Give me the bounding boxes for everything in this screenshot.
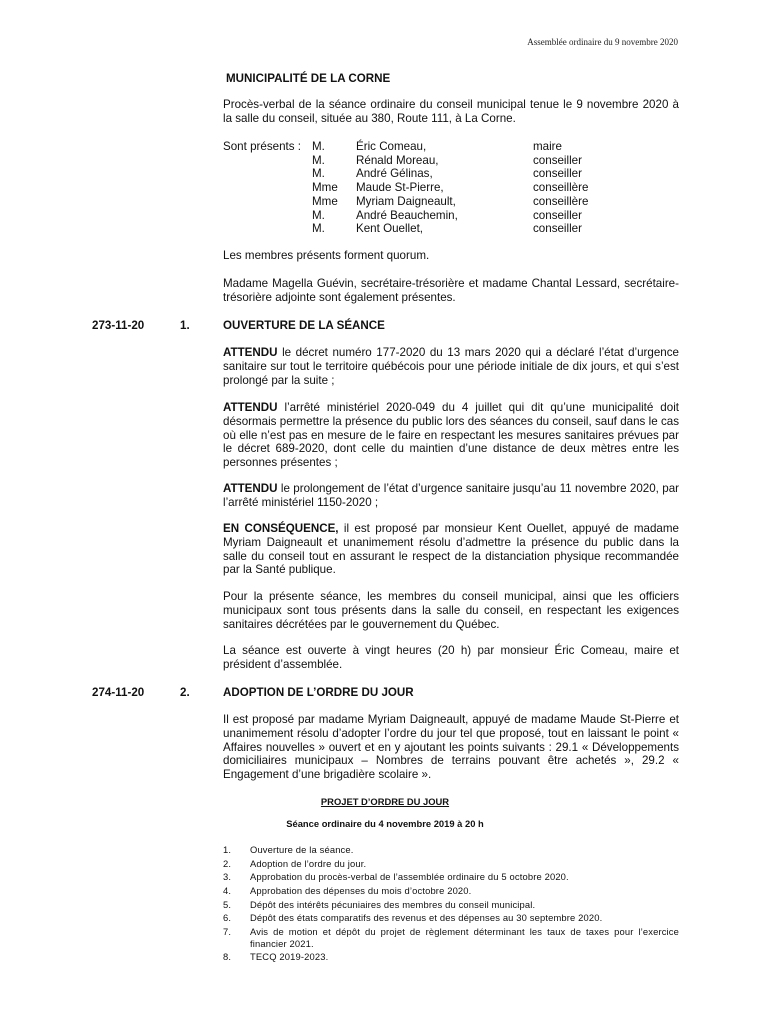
agenda-item — [223, 912, 679, 924]
section-number: 2. — [180, 686, 190, 699]
agenda-item-text: Dépôt des intérêts pécuniaires des membres du conseil municipal. — [250, 898, 536, 910]
attendee-role: conseillère — [533, 181, 589, 195]
agenda-item — [223, 899, 679, 911]
attendee-title: M. — [312, 208, 325, 222]
attendee-title: M. — [312, 222, 325, 236]
attendu-paragraph-2 — [223, 401, 679, 470]
secretaries-paragraph: Madame Magella Guévin, secrétaire-trésorière et madame Chantal Lessard, secrétaire-trésorière adjointe sont également présentes. — [223, 277, 679, 304]
agenda-item-number: 3. — [223, 871, 232, 883]
agenda-item-number: 2. — [223, 857, 232, 869]
resolution-number: 273-11-20 — [92, 319, 145, 332]
attendee-row — [223, 222, 679, 236]
attendee-row — [223, 140, 679, 154]
attendee-name: Éric Comeau, — [356, 140, 427, 153]
agenda-item-number: 6. — [223, 912, 232, 924]
agenda-item — [223, 885, 679, 897]
agenda-item-number: 5. — [223, 898, 232, 910]
resolution-number: 274-11-20 — [92, 686, 145, 699]
attendee-role: conseillère — [533, 194, 589, 208]
attendee-name: Maude St-Pierre, — [356, 181, 444, 195]
attendee-role: maire — [533, 140, 562, 153]
agenda-item-number: 7. — [223, 926, 232, 938]
attendee-name: André Gélinas, — [356, 167, 433, 181]
agenda-item-text: Ouverture de la séance. — [250, 844, 354, 855]
quorum-paragraph: Les membres présents forment quorum. — [223, 249, 430, 262]
agenda-item-text: Adoption de l’ordre du jour. — [250, 857, 367, 869]
agenda-subtitle: Séance ordinaire du 4 novembre 2019 à 20 h — [286, 818, 484, 829]
attendee-title: M. — [312, 167, 325, 181]
consequence-paragraph — [223, 522, 679, 577]
attendee-role: conseiller — [533, 222, 582, 236]
attendu-paragraph-1 — [223, 346, 679, 387]
seance-paragraph: Pour la présente séance, les membres du conseil municipal, ainsi que les officiers municipaux sont tous présents dans la salle du conseil, en respectant les exigences sanitaires décrétées par le gouvernement du Québec. — [223, 590, 679, 631]
adoption-paragraph: Il est proposé par madame Myriam Daigneault, appuyé de madame Maude St-Pierre et unanimement résolu d’adopter l’ordre du jour tel que proposé, tout en laissant le point « Affaires nouvelles » ouvert et en y ajoutant les points suivants : 29.1 « Développements domiciliaires municipaux – Nombres de terrains pouvant être achetés », 29.2 « Engagement d’une brigadière scolaire ». — [223, 713, 679, 782]
agenda-item — [223, 871, 679, 883]
paragraph-text: le décret numéro 177-2020 du 13 mars 2020 qui a déclaré l’état d’urgence sanitaire sur tout le territoire québécois pour une période initiale de dix jours, et qui s’est prolongé par la suite ; — [223, 346, 679, 387]
agenda-item-text: Approbation du procès-verbal de l’assemblée ordinaire du 5 octobre 2020. — [250, 871, 569, 883]
agenda-item — [223, 951, 679, 963]
agenda-item-number: 8. — [223, 951, 232, 963]
section-title: OUVERTURE DE LA SÉANCE — [223, 319, 385, 332]
running-header: Assemblée ordinaire du 9 novembre 2020 — [527, 37, 678, 47]
agenda-item — [223, 858, 679, 870]
attendee-row — [223, 167, 679, 181]
attendee-role: conseiller — [533, 153, 582, 167]
attendance-list — [223, 140, 679, 240]
attendee-name: André Beauchemin, — [356, 208, 458, 222]
opening-paragraph: La séance est ouverte à vingt heures (20 h) par monsieur Éric Comeau, maire et président d’assemblée. — [223, 644, 679, 671]
paragraph-text: l’arrêté ministériel 2020-049 du 4 juillet qui dit qu’une municipalité doit désormais permettre la présence du public lors des séances du conseil, sauf dans le cas où elle n’est pas en mesure de le faire en respectant les mesures sanitaires prévues par le décret 689-2020, dont celle du maintien d’une distance de deux mètres entre les personnes présentes ; — [223, 401, 679, 470]
paragraph-text: il est proposé par monsieur Kent Ouellet, appuyé de madame Myriam Daigneault et unanimement résolu d’admettre la présence du public dans la salle du conseil tout en assurant le respect de la distanciation physique recommandée par la Santé publique. — [223, 522, 679, 577]
attendee-name: Rénald Moreau, — [356, 153, 439, 167]
agenda-title: PROJET D’ORDRE DU JOUR — [320, 796, 450, 807]
attendee-title: Mme — [312, 181, 338, 195]
agenda-list — [223, 844, 679, 965]
agenda-item-number: 1. — [223, 844, 232, 855]
attendu-keyword: ATTENDU — [223, 401, 278, 414]
agenda-item-text: Approbation des dépenses du mois d’octobre 2020. — [250, 885, 472, 897]
attendu-keyword: ATTENDU — [223, 346, 278, 359]
attendee-row — [223, 181, 679, 195]
agenda-item-text: Avis de motion et dépôt du projet de règlement déterminant les taux de taxes pour l’exercice financier 2021. — [250, 926, 679, 949]
attendu-keyword: ATTENDU — [223, 482, 278, 495]
paragraph-text: le prolongement de l’état d’urgence sanitaire jusqu’au 11 novembre 2020, par l’arrêté ministériel 1150-2020 ; — [223, 482, 679, 509]
attendee-name: Myriam Daigneault, — [356, 194, 456, 208]
agenda-item — [223, 926, 679, 949]
attendance-label: Sont présents : — [223, 140, 301, 153]
attendee-row — [223, 209, 679, 223]
attendee-row — [223, 154, 679, 168]
attendee-title: Mme — [312, 194, 338, 208]
attendee-role: conseiller — [533, 167, 582, 181]
agenda-item-number: 4. — [223, 885, 232, 897]
section-title: ADOPTION DE L’ORDRE DU JOUR — [223, 686, 414, 699]
attendee-name: Kent Ouellet, — [356, 222, 424, 236]
consequence-keyword: EN CONSÉQUENCE, — [223, 522, 339, 535]
agenda-item — [223, 844, 679, 856]
attendee-title: M. — [312, 153, 325, 167]
attendee-role: conseiller — [533, 208, 582, 222]
attendee-row — [223, 195, 679, 209]
attendu-paragraph-3 — [223, 482, 679, 510]
agenda-item-text: Dépôt des états comparatifs des revenus et des dépenses au 30 septembre 2020. — [250, 912, 603, 924]
section-number: 1. — [180, 319, 190, 332]
agenda-item-text: TECQ 2019-2023. — [250, 951, 329, 963]
attendee-title: M. — [312, 140, 325, 153]
municipality-title: MUNICIPALITÉ DE LA CORNE — [226, 72, 391, 85]
intro-paragraph: Procès-verbal de la séance ordinaire du conseil municipal tenue le 9 novembre 2020 à la salle du conseil, située au 380, Route 111, à La Corne. — [223, 98, 679, 125]
